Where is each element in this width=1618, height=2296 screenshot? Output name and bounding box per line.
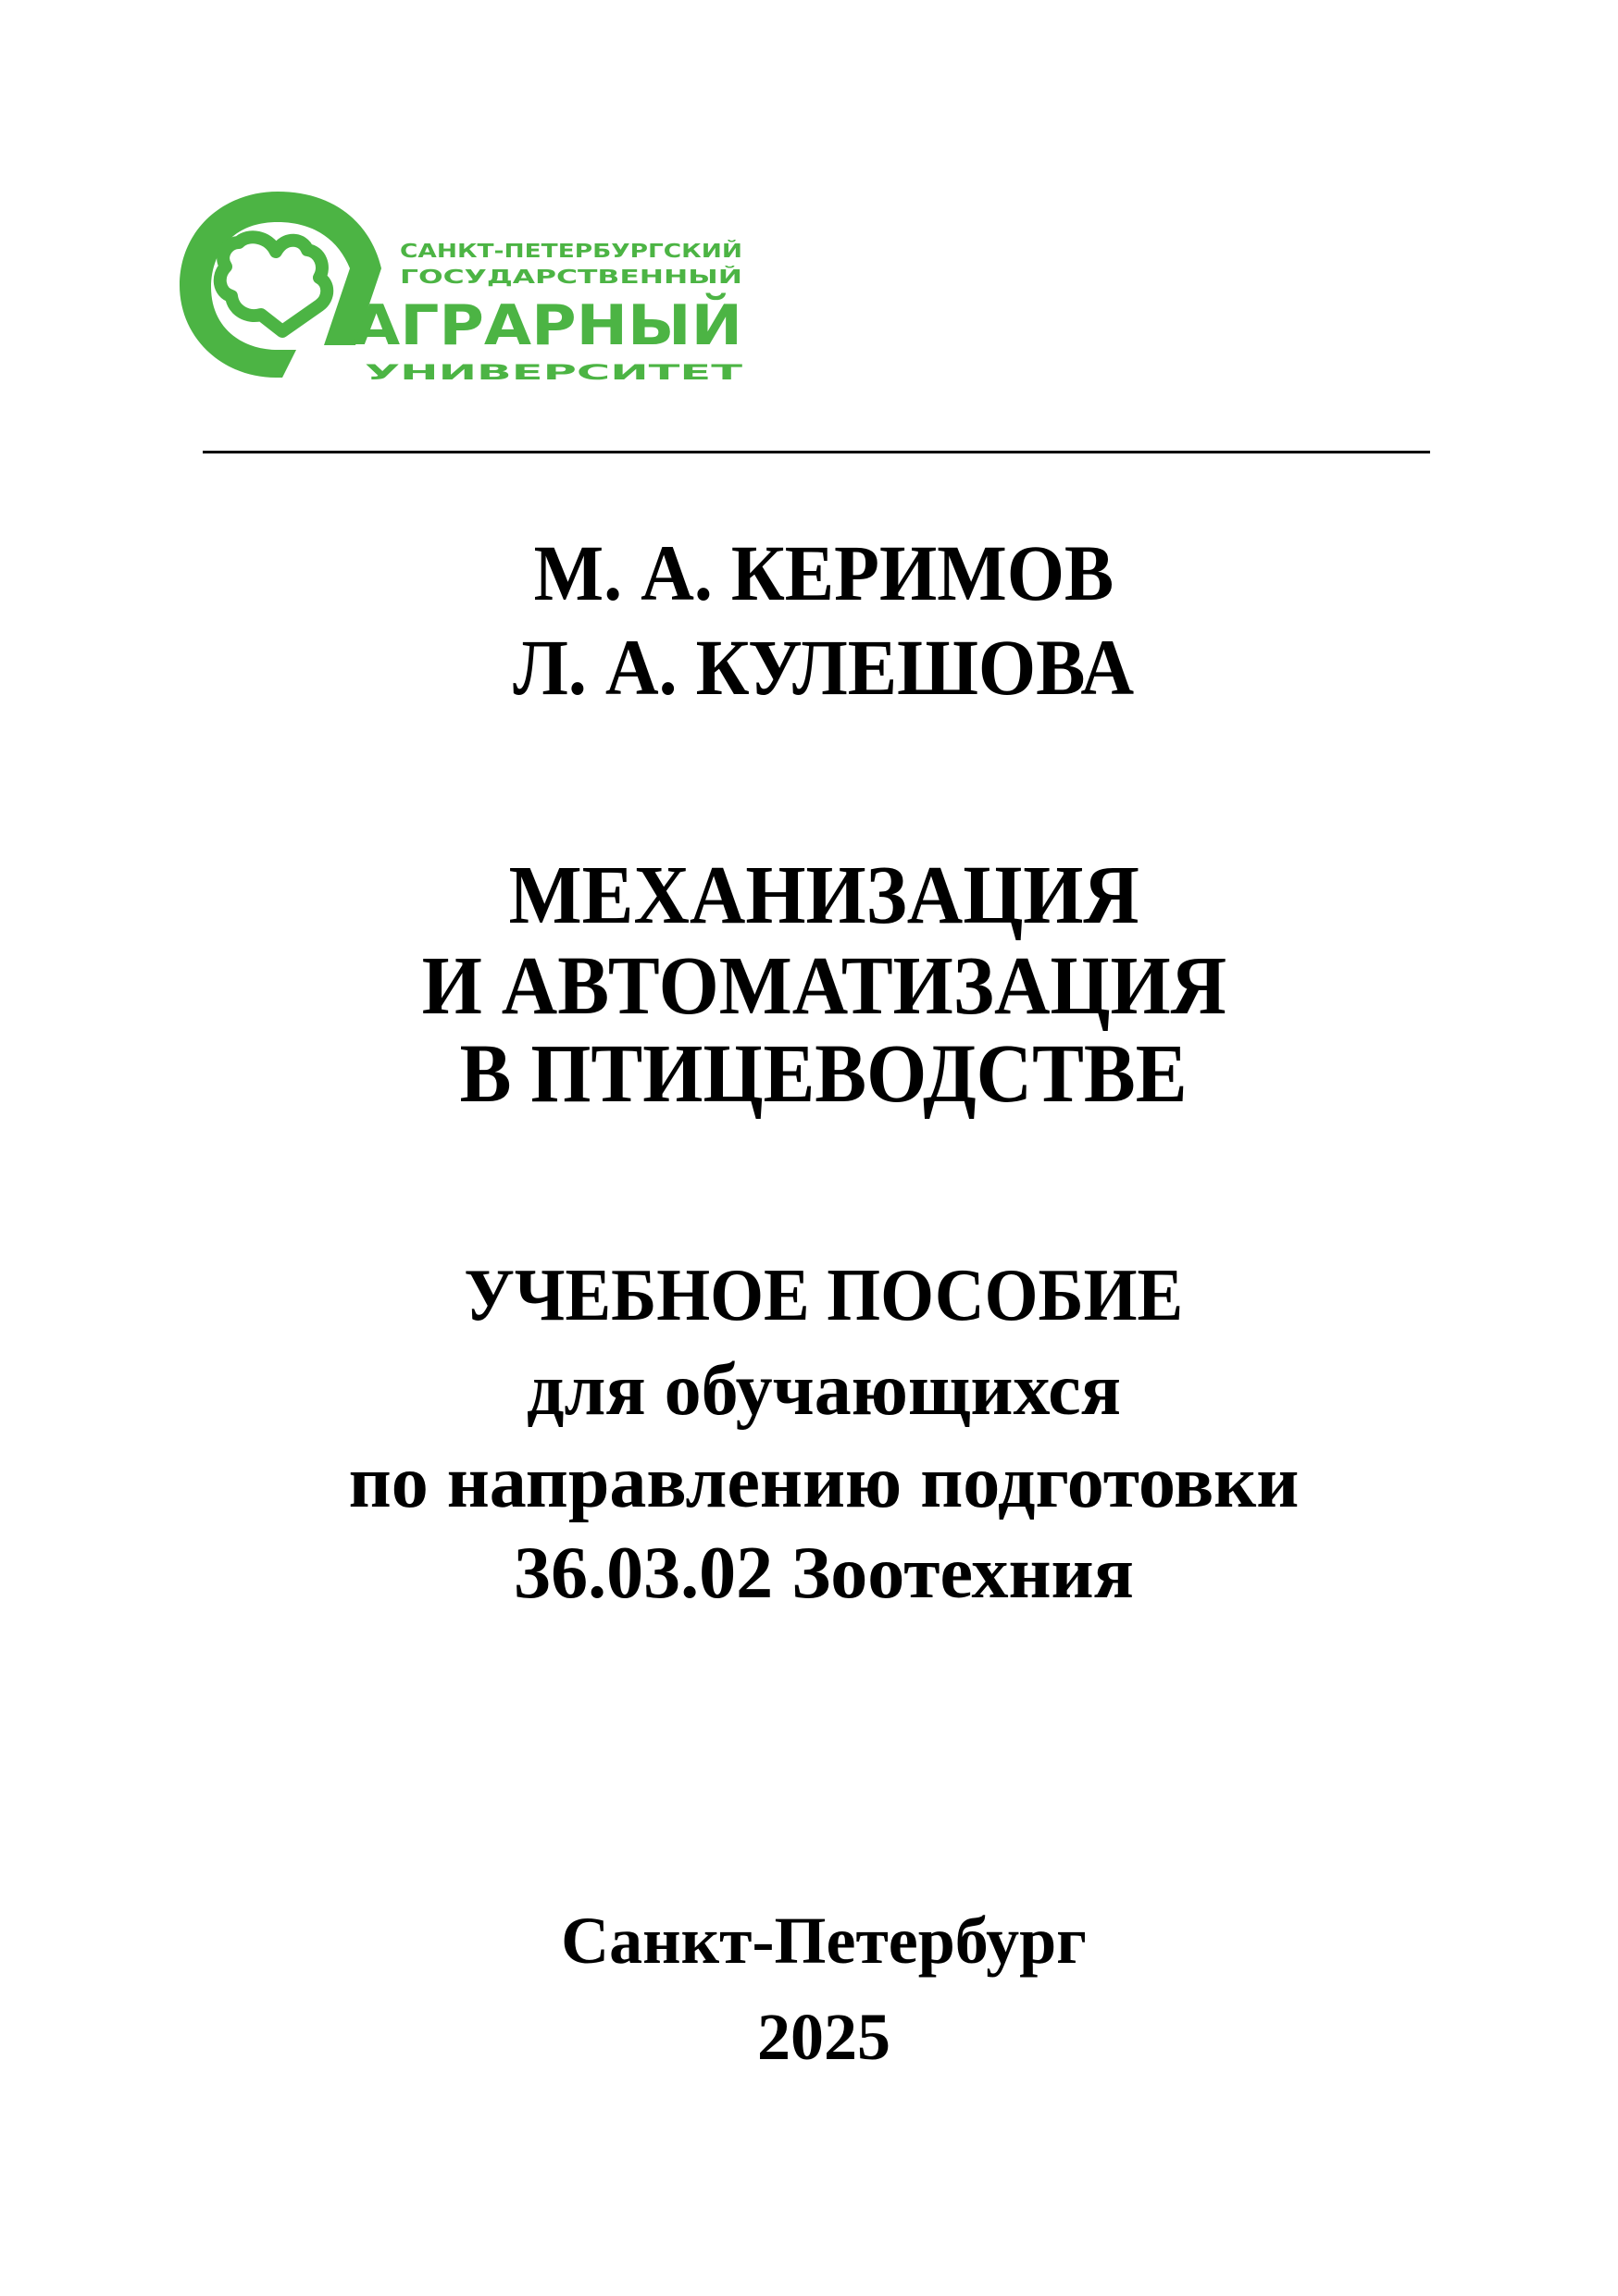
header-divider [203, 451, 1430, 453]
audience-line-2 [0, 1442, 1618, 1523]
logo-line1: САНКТ-ПЕТЕРБУРГСКИЙ [400, 240, 742, 262]
audience-line-3-text: 36.03.02 Зоотехния [514, 1533, 1134, 1614]
year-text: 2025 [757, 2000, 890, 2074]
audience-line-3 [0, 1533, 1618, 1614]
title-line-1 [0, 850, 1618, 941]
year [0, 2000, 1618, 2074]
university-logo [0, 0, 1618, 426]
logo-line4: УНИВЕРСИТЕТ [365, 362, 742, 385]
title-line-3 [0, 1028, 1618, 1120]
audience-line-1-text: для обучающихся [527, 1349, 1121, 1431]
author-2 [0, 623, 1618, 712]
title-line-2 [0, 940, 1618, 1032]
author-1-text: М. А. КЕРИМОВ [533, 528, 1114, 617]
publication-type [0, 1255, 1618, 1336]
logo-line2: ГОСУДАРСТВЕННЫЙ [400, 266, 742, 288]
city-text: Санкт-Петербург [561, 1904, 1087, 1978]
title-line-3-text: В ПТИЦЕВОДСТВЕ [460, 1028, 1188, 1120]
audience-line-2-text: по направлению подготовки [348, 1442, 1300, 1523]
logo-clover-icon [220, 237, 328, 331]
author-2-text: Л. А. КУЛЕШОВА [513, 623, 1135, 712]
city [0, 1904, 1618, 1978]
audience-line-1 [0, 1349, 1618, 1431]
publication-type-text: УЧЕБНОЕ ПОСОБИЕ [464, 1255, 1184, 1336]
logo-line3: АГРАРНЫЙ [353, 293, 706, 358]
title-line-1-text: МЕХАНИЗАЦИЯ [508, 850, 1139, 941]
title-line-2-text: И АВТОМАТИЗАЦИЯ [421, 940, 1226, 1032]
author-1 [0, 528, 1618, 617]
